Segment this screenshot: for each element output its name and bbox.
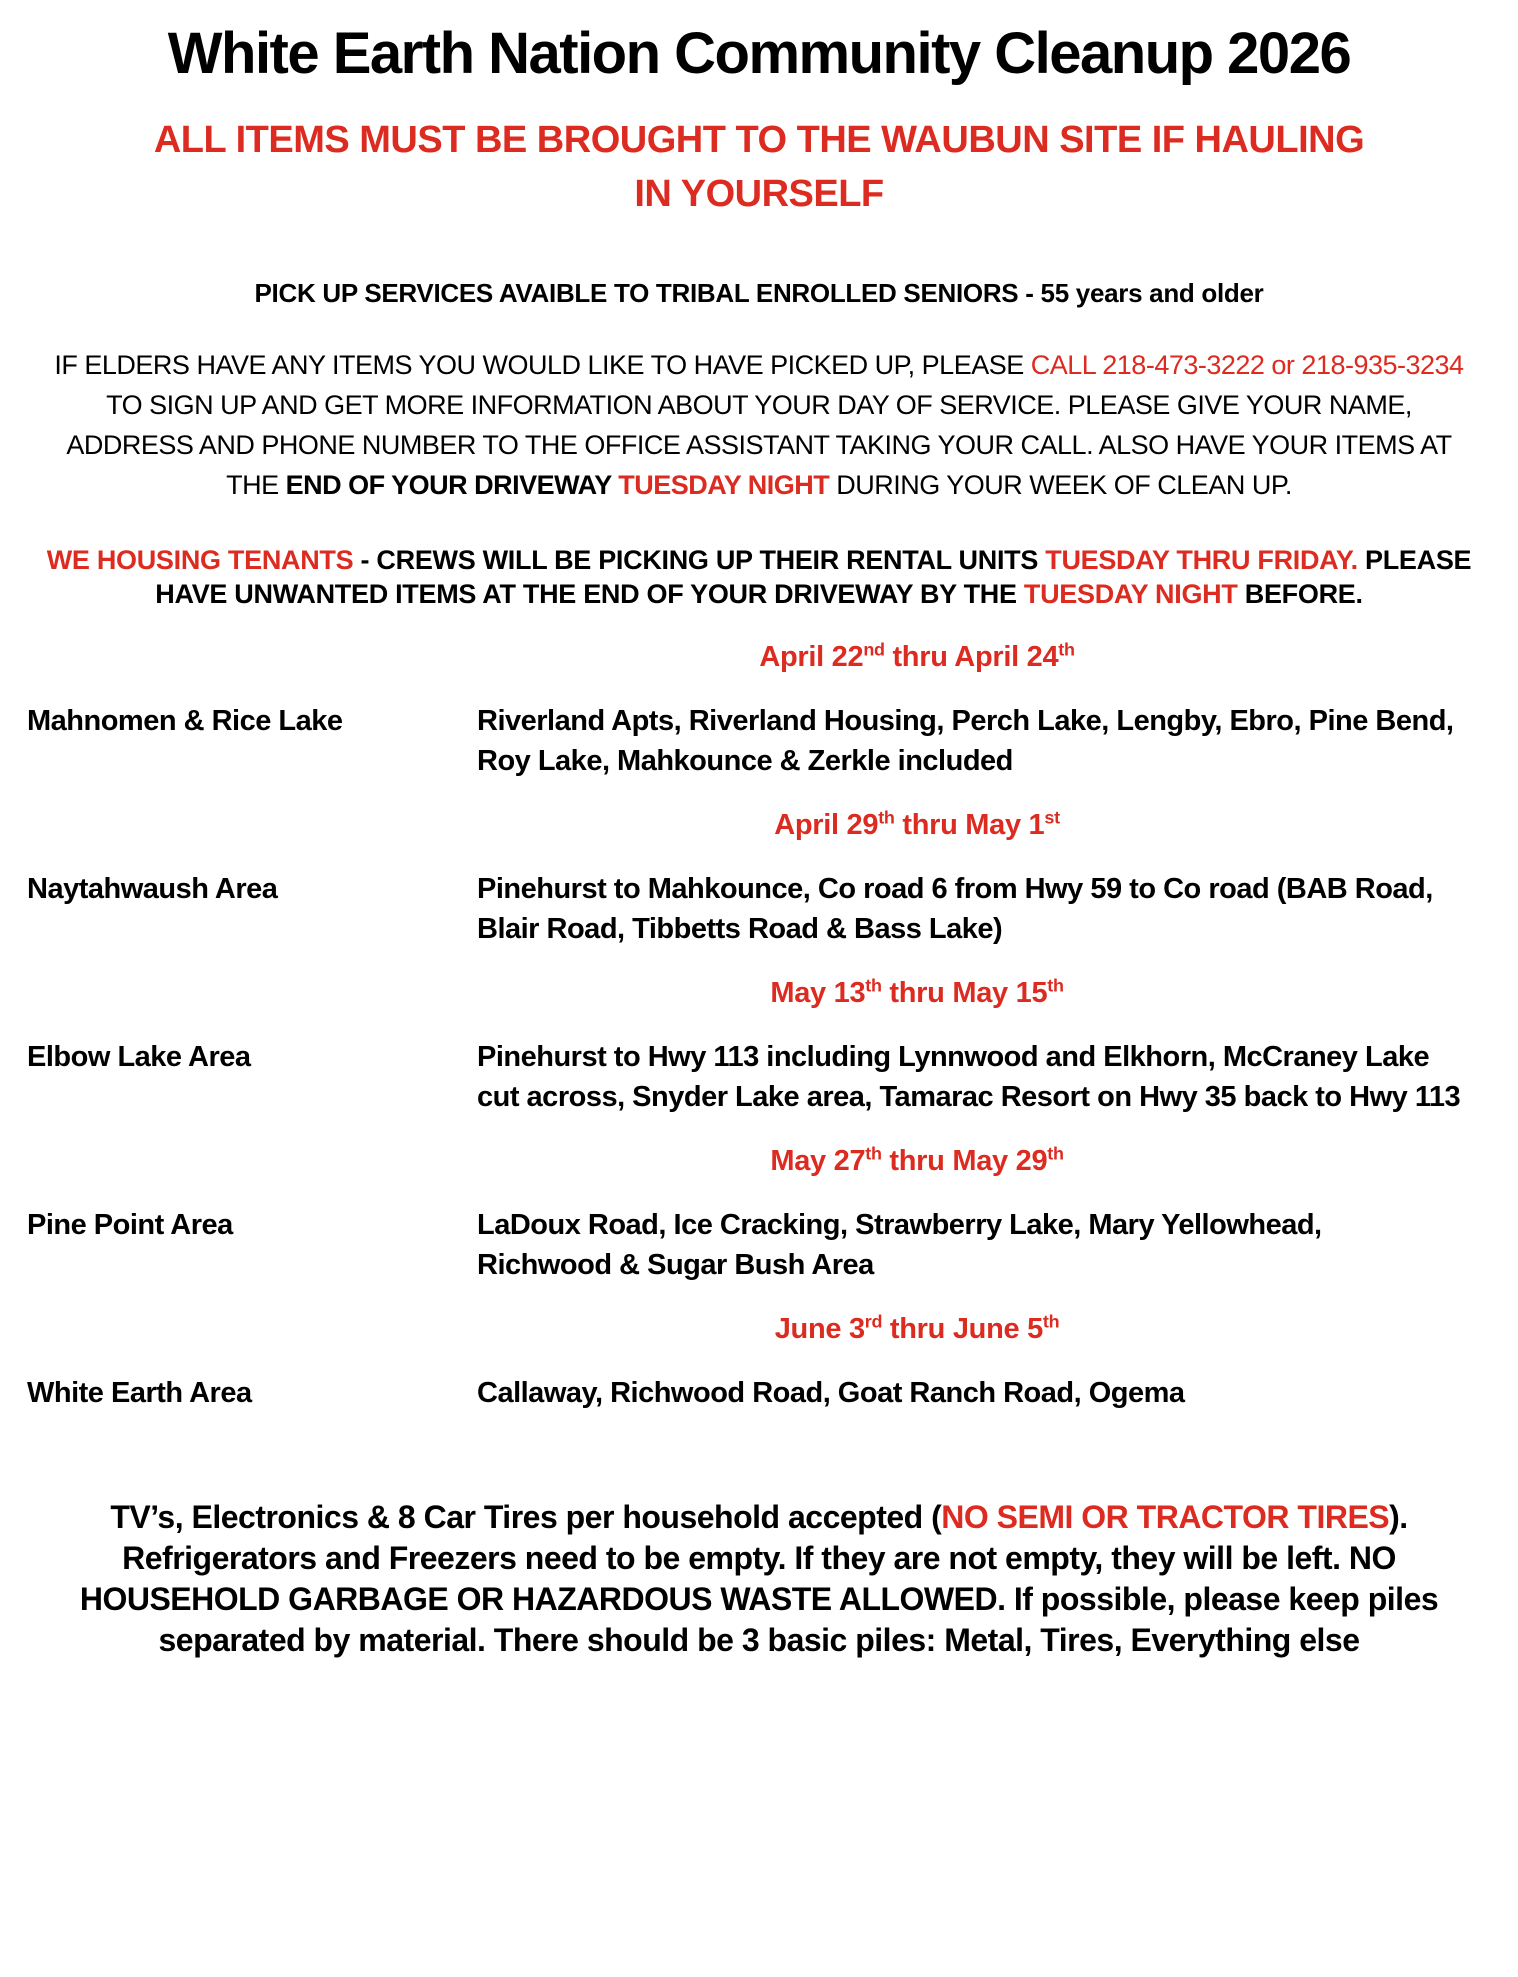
area-description: Pinehurst to Mahkounce, Co road 6 from Hwy 59 to Co road (BAB Road, Blair Road, Tibbetts Road & Bass Lake) [477, 872, 1433, 945]
elders-pickup-paragraph [42, 345, 1477, 505]
schedule-date-naytahwaush [457, 805, 1377, 845]
housing-crews-text: - CREWS WILL BE PICKING UP THEIR RENTAL UNITS [353, 544, 1046, 575]
area-description: Callaway, Richwood Road, Goat Ranch Road, Ogema [477, 1376, 1185, 1409]
rules-text: ). Refrigerators and Freezers need to be empty. If they are not empty, they will be left. NO HOUSEHOLD GARBAGE OR HAZARDOUS WASTE ALLOWED. If possible, please keep piles separated by material. There should be 3 basic piles: Metal, Tires, Everything else [79, 1498, 1439, 1658]
driveway-emphasis: END OF YOUR DRIVEWAY [285, 469, 612, 500]
page-title: White Earth Nation Community Cleanup 2026 [167, 21, 1351, 86]
alert-heading: ALL ITEMS MUST BE BROUGHT TO THE WAUBUN SITE IF HAULING IN YOURSELF [153, 118, 1365, 215]
date-ordinal: nd [863, 639, 885, 660]
cleanup-schedule [27, 637, 1478, 1413]
date-text: thru May 1 [894, 808, 1045, 841]
area-name: Mahnomen & Rice Lake [27, 704, 343, 737]
date-ordinal: th [1058, 639, 1075, 660]
housing-tenants-paragraph [39, 543, 1479, 611]
housing-instructions-text: PLEASE HAVE UNWANTED ITEMS AT THE END OF YOUR DRIVEWAY BY THE [155, 544, 1472, 609]
housing-before-text: BEFORE. [1237, 578, 1363, 609]
accepted-items-paragraph [49, 1497, 1469, 1661]
schedule-row-white-earth [27, 1373, 1478, 1413]
schedule-row-mahnomen [27, 701, 1478, 781]
schedule-date-pine-point [457, 1141, 1377, 1181]
date-text: thru April 24 [884, 640, 1059, 673]
elders-text-instructions: TO SIGN UP AND GET MORE INFORMATION ABOUT YOUR DAY OF SERVICE. PLEASE GIVE YOUR NAME, ADDRESS AND PHONE NUMBER TO THE OFFICE ASSISTANT TAKING YOUR CALL. ALSO HAVE YOUR ITEMS AT THE [66, 389, 1452, 500]
date-text: thru June 5 [882, 1312, 1043, 1345]
date-text: April 29 [774, 808, 879, 841]
date-ordinal: st [1044, 807, 1060, 828]
area-name: White Earth Area [27, 1376, 252, 1409]
tuesday-thru-friday-emphasis: TUESDAY THRU FRIDAY. [1045, 544, 1358, 575]
date-text: thru May 15 [881, 976, 1048, 1009]
area-name: Pine Point Area [27, 1208, 233, 1241]
date-ordinal: th [865, 1143, 882, 1164]
accepted-items-text: TV’s, Electronics & 8 Car Tires per household accepted ( [110, 1498, 942, 1535]
area-description: Pinehurst to Hwy 113 including Lynnwood and Elkhorn, McCraney Lake cut across, Snyder Lake area, Tamarac Resort on Hwy 35 back to Hwy 113 [477, 1040, 1461, 1113]
area-name: Elbow Lake Area [27, 1040, 251, 1073]
contact-phone-numbers: CALL 218-473-3222 or 218-935-3234 [1030, 349, 1464, 380]
housing-tenants-label: WE HOUSING TENANTS [46, 544, 354, 575]
elders-text-intro: IF ELDERS HAVE ANY ITEMS YOU WOULD LIKE TO HAVE PICKED UP, PLEASE [54, 349, 1031, 380]
elders-text-closing: DURING YOUR WEEK OF CLEAN UP. [829, 469, 1292, 500]
date-text: April 22 [759, 640, 864, 673]
schedule-row-naytahwaush [27, 869, 1478, 949]
date-ordinal: th [1047, 975, 1064, 996]
date-text: May 13 [770, 976, 866, 1009]
housing-tuesday-night-emphasis: TUESDAY NIGHT [1023, 578, 1238, 609]
date-ordinal: th [865, 975, 882, 996]
date-ordinal: rd [864, 1311, 883, 1332]
date-text: June 3 [774, 1312, 865, 1345]
no-semi-tractor-tires-emphasis: NO SEMI OR TRACTOR TIRES [941, 1498, 1390, 1535]
date-ordinal: th [878, 807, 895, 828]
area-description: Riverland Apts, Riverland Housing, Perch Lake, Lengby, Ebro, Pine Bend, Roy Lake, Mahkounce & Zerkle included [477, 704, 1454, 777]
date-ordinal: th [1042, 1311, 1060, 1332]
date-text: thru May 29 [881, 1144, 1048, 1177]
pickup-eligibility-notice: PICK UP SERVICES AVAIBLE TO TRIBAL ENROLLED SENIORS - 55 years and older [254, 277, 1264, 308]
date-text: May 27 [770, 1144, 866, 1177]
date-ordinal: th [1047, 1143, 1064, 1164]
area-name: Naytahwaush Area [27, 872, 278, 905]
tuesday-night-emphasis: TUESDAY NIGHT [611, 469, 830, 500]
schedule-date-mahnomen [457, 637, 1377, 677]
area-description: LaDoux Road, Ice Cracking, Strawberry Lake, Mary Yellowhead, Richwood & Sugar Bush Area [477, 1208, 1322, 1281]
schedule-row-pine-point [27, 1205, 1478, 1285]
schedule-date-elbow-lake [457, 973, 1377, 1013]
schedule-row-elbow-lake [27, 1037, 1478, 1117]
schedule-date-white-earth [457, 1309, 1377, 1349]
